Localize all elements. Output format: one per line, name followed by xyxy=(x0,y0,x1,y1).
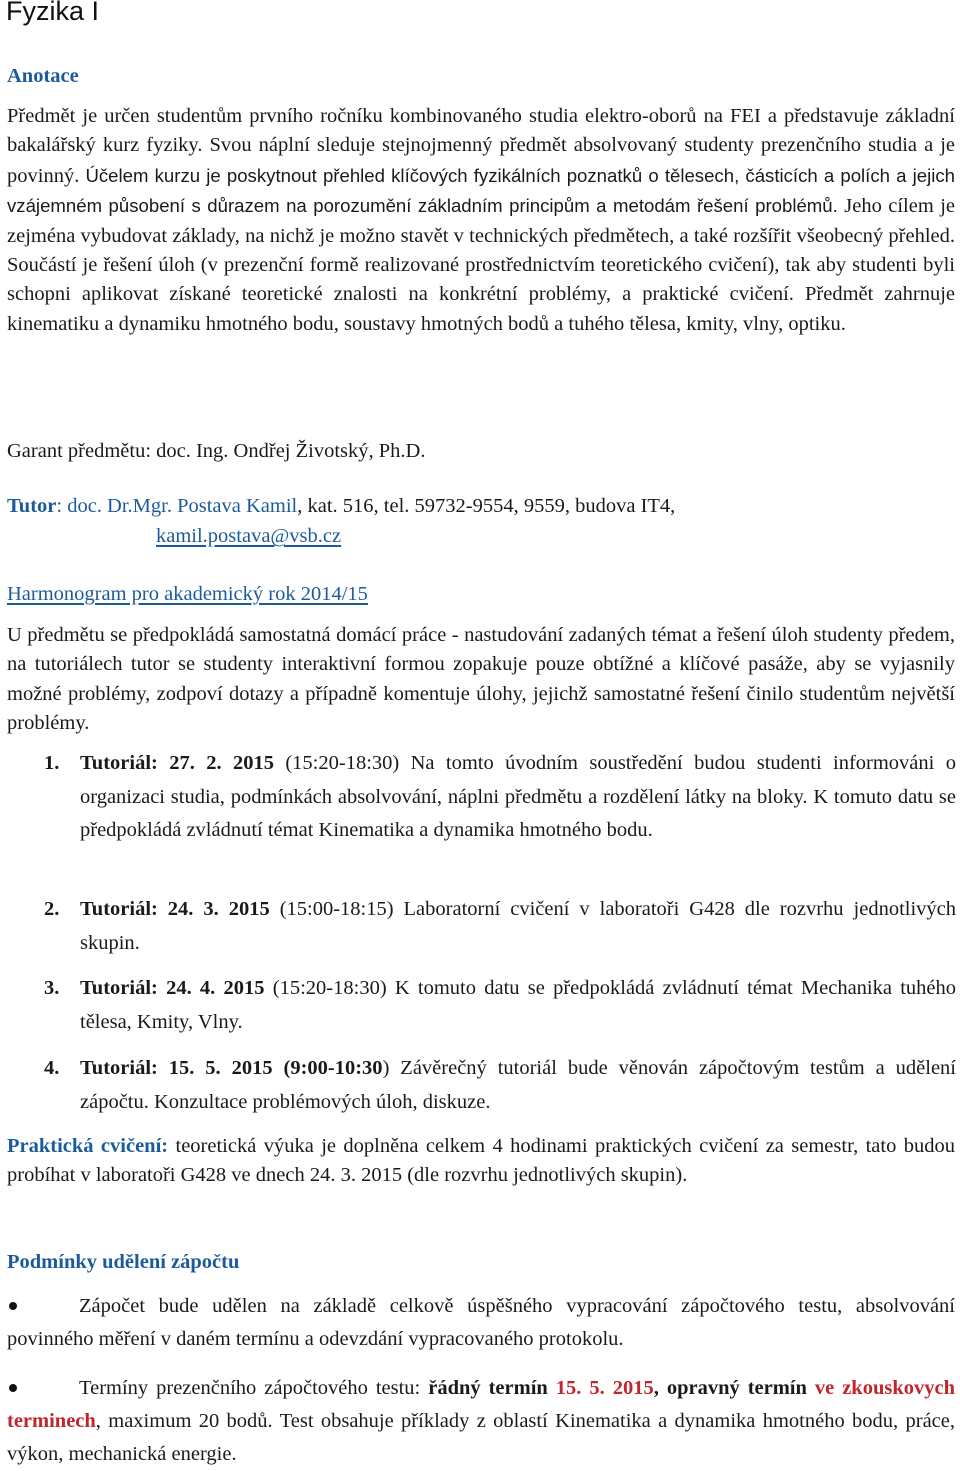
harmonogram-heading: Harmonogram pro akademický rok 2014/15 xyxy=(7,583,368,605)
opravny-termin-label: , opravný termín xyxy=(653,1377,815,1399)
tutorial-item xyxy=(80,747,956,848)
tutorial-number: 2. xyxy=(44,898,60,920)
tutor-label: Tutor xyxy=(7,495,57,517)
tutor-email-link[interactable]: kamil.postava@vsb.cz xyxy=(156,525,342,547)
tutorial-label: Tutoriál: 24. 3. 2015 xyxy=(80,898,270,920)
tutorial-item xyxy=(80,972,956,1039)
tutor-colon: : xyxy=(56,495,63,517)
anotace-paragraph xyxy=(7,102,955,339)
tutorial-number: 4. xyxy=(44,1057,60,1079)
radny-termin-date: 15. 5. 2015 xyxy=(555,1377,654,1399)
podminky-bullet-2 xyxy=(7,1372,955,1471)
tutor-name: doc. Dr.Mgr. Postava Kamil xyxy=(67,495,298,517)
tutor-line xyxy=(7,492,675,520)
test-terms-suffix: , maximum 20 bodů. Test obsahuje příklady z oblastí Kinematika a dynamika hmotného bodu, práce, výkon, mechanická energie. xyxy=(7,1410,955,1465)
tutorial-number: 3. xyxy=(44,977,60,999)
podminky-bullet-1: Zápočet bude udělen na základě celkově úspěšného vypracování zápočtového testu, absolvování povinného měření v daném termínu a odevzdání vypracovaného protokolu. xyxy=(7,1295,955,1350)
tutorial-text: (15:20-18:30) Na tomto úvodním soustředění budou studenti informováni o organizaci studia, podmínkách absolvování, náplni předmětu a rozdělení látky na bloky. K tomuto datu se předpokládá zvládnutí témat Kinematika a dynamika hmotného bodu. xyxy=(80,752,956,841)
anotace-heading: Anotace xyxy=(7,65,79,87)
opravny-termin-value: ve zkouskovych terminech xyxy=(7,1377,955,1432)
tutorial-label: Tutoriál: 15. 5. 2015 (9:00-10:30 xyxy=(80,1057,383,1079)
prakticka-label: Praktická cvičení: xyxy=(7,1135,169,1157)
anotace-text-3: Jeho cílem je zejména vybudovat základy, na nichž je možno stavět v technických předmětech, a také rozšířit všeobecný přehled. xyxy=(7,195,956,247)
tutorial-label: Tutoriál: 27. 2. 2015 xyxy=(80,752,274,774)
tutorial-text: ) Závěrečný tutoriál bude věnován zápočtovým testům a udělení zápočtu. Konzultace problémových úloh, diskuze. xyxy=(80,1057,956,1113)
tutorial-text: (15:00-18:15) Laboratorní cvičení v laboratoři G428 dle rozvrhu jednotlivých skupin. xyxy=(80,898,956,954)
anotace-text-4: Součástí je řešení úloh (v prezenční formě realizované prostřednictvím teoretického cvičení), tak aby studenti byli schopni aplikovat získané teoretické znalosti na konkrétní problémy, a praktické cvičení. Předmět zahrnuje kinematiku a dynamiku hmotného bodu, soustavy hmotných bodů a tuhého tělesa, kmity, vlny, optiku. xyxy=(7,254,955,335)
garant-line: Garant předmětu: doc. Ing. Ondřej Životský, Ph.D. xyxy=(7,440,426,462)
tutor-details: , kat. 516, tel. 59732-9554, 9559, budova IT4, xyxy=(297,495,676,517)
page-title: Fyzika I xyxy=(6,0,100,26)
anotace-text-2: Účelem kurzu je poskytnout přehled klíčových fyzikálních poznatků o tělesech, částicích a polích a jejich vzájemném působení s důrazem na porozumění základním principům a metodám řešení problémů. xyxy=(7,164,956,217)
test-terms-prefix: Termíny prezenčního zápočtového testu: xyxy=(79,1377,429,1399)
tutorial-label: Tutoriál: 24. 4. 2015 xyxy=(80,977,265,999)
tutorial-item xyxy=(80,893,956,960)
tutorial-number: 1. xyxy=(44,752,60,774)
prakticka-text: teoretická výuka je doplněna celkem 4 hodinami praktických cvičení za semestr, tato budou probíhat v laboratoři G428 ve dnech 24. 3. 2015 (dle rozvrhu jednotlivých skupin). xyxy=(7,1135,955,1187)
prakticka-paragraph xyxy=(7,1132,955,1191)
tutorial-item xyxy=(80,1052,956,1119)
radny-termin-label: řádný termín xyxy=(428,1377,556,1399)
anotace-text-1: Předmět je určen studentům prvního ročníku kombinovaného studia elektro-oborů na FEI a představuje základní bakalářský kurz fyziky. Svou náplní sleduje stejnojmenný předmět absolvovaný studenty prezenčního studia a je povinný. xyxy=(7,105,955,187)
podminky-heading: Podmínky udělení zápočtu xyxy=(7,1251,240,1273)
tutorial-text: (15:20-18:30) K tomuto datu se předpokládá zvládnutí témat Mechanika tuhého tělesa, Kmity, Vlny. xyxy=(80,977,957,1033)
harmonogram-intro: U předmětu se předpokládá samostatná domácí práce - nastudování zadaných témat a řešení úloh studenty předem, na tutoriálech tutor se studenty interaktivní formou zopakuje pouze obtížné a klíčové pasáže, aby se vyjasnily možné problémy, zodpoví dotazy a případně komentuje úlohy, jejichž samostatné řešení činilo studentům největší problémy. xyxy=(7,624,955,735)
tutor-email-line xyxy=(156,522,341,550)
